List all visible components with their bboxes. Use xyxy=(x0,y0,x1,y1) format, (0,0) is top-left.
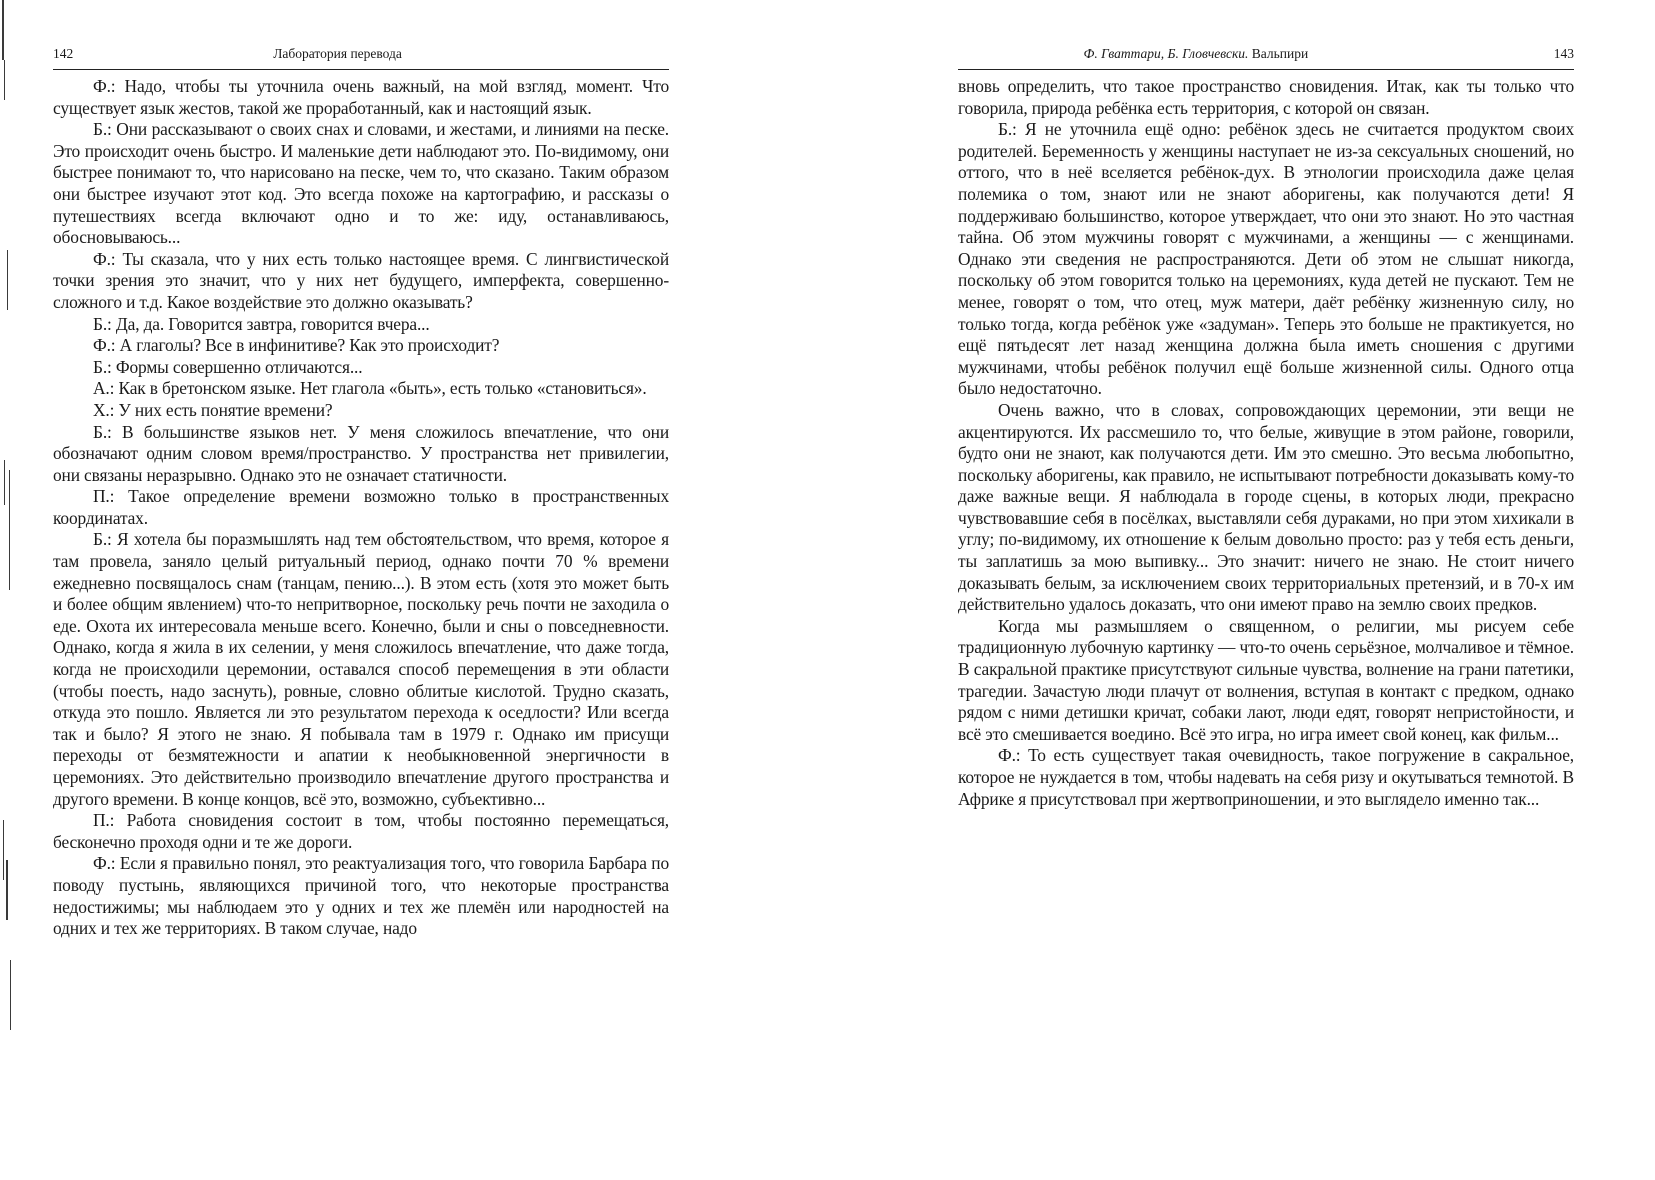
paragraph: Ф.: А глаголы? Все в инфинитиве? Как это происходит? xyxy=(93,335,500,356)
continued-paragraph: вновь определить, что такое пространство сновидения. Итак, как ты только что говорила, природа ребёнка есть территория, с которой он связан. xyxy=(958,76,1574,118)
paragraph: Б.: Формы совершенно отличаются... xyxy=(93,356,363,377)
page-body xyxy=(958,76,1574,810)
running-head xyxy=(958,46,1574,70)
running-head-title: Лаборатория перевода xyxy=(273,46,402,61)
paragraph: А.: Как в бретонском языке. Нет глагола «быть», есть только «становиться». xyxy=(93,378,647,399)
paragraph: П.: Такое определение времени возможно только в пространственных координатах. xyxy=(53,486,669,528)
left-page xyxy=(53,46,669,940)
paragraph: Ф.: Надо, чтобы ты уточнила очень важный, на мой взгляд, момент. Что существует язык жестов, такой же проработанный, как и настоящий язык. xyxy=(53,76,669,118)
running-head-article: Вальпири xyxy=(1251,46,1309,61)
page-number: 143 xyxy=(1553,46,1574,61)
paragraph: Б.: Они рассказывают о своих снах и словами, и жестами, и линиями на песке. Это происходит очень быстро. И маленькие дети наблюдают это. По-видимому, они быстрее понимают то, что нарисовано на песке, чем то, что сказано. Таким образом они быстрее изучают этот код. Это всегда похоже на картографию, и рассказы о путешествиях всегда включают одно и то же: иду, останавливаюсь, обосновываюсь... xyxy=(53,119,669,248)
right-page xyxy=(958,46,1574,810)
page-number: 142 xyxy=(53,46,74,61)
paragraph: Ф.: Ты сказала, что у них есть только настоящее время. С лингвистической точки зрения это значит, что у них нет будущего, имперфекта, совершенно-сложного и т.д. Какое воздействие это должно оказывать? xyxy=(53,248,669,312)
page-body xyxy=(53,76,669,940)
running-head xyxy=(53,46,669,70)
paragraph: Б.: Я хотела бы поразмышлять над тем обстоятельством, что время, которое я там провела, заняло целый ритуальный период, однако почти 70 % времени ежедневно посвящалось снам (танцам, пению...). В этом есть (хотя это может быть и более общим явлением) что-то непритворное, поскольку речь почти не заходила о еде. Охота их интересовала меньше всего. Конечно, были и сны о повседневности. Однако, когда я жила в их селении, у меня сложилось впечатление, что даже тогда, когда не происходили церемонии, оставался способ перемещения в эти области (чтобы поесть, надо заснуть), ровные, словно облитые кислотой. Трудно сказать, откуда это пошло. Является ли это результатом перехода к оседлости? Или всегда так и было? Я этого не знаю. Я побывала там в 1979 г. Однако им присущи переходы от безмятежности и апатии к необыкновенной энергичности в церемониях. Это действительно производило впечатление другого пространства и другого времени. В конце концов, всё это, возможно, субъективно... xyxy=(53,529,669,809)
paragraph: Х.: У них есть понятие времени? xyxy=(93,399,333,420)
paragraph: Б.: Да, да. Говорится завтра, говорится вчера... xyxy=(93,313,430,334)
paragraph: Ф.: Если я правильно понял, это реактуализация того, что говорила Барбара по поводу пустынь, являющихся причиной того, что некоторые пространства недостижимы; мы наблюдаем это у одних и тех же племён или народностей на одних и тех же территориях. В таком случае, надо xyxy=(53,853,669,939)
paragraph: П.: Работа сновидения состоит в том, чтобы постоянно перемещаться, бесконечно проходя одни и те же дороги. xyxy=(53,810,669,852)
paragraph: Очень важно, что в словах, сопровождающих церемонии, эти вещи не акцентируются. Их рассмешило то, что белые, живущие в этом районе, говорили, будто они не знают, как получаются дети. Им это смешно. Это весьма любопытно, поскольку аборигены, как правило, не испытывают потребности доказывать кому-то даже важные вещи. Я наблюдала в городе сцены, в которых люди, прекрасно чувствовавшие себя в посёлках, выставляли себя дураками, но при этом хихикали в углу; по-видимому, их отношение к белым довольно просто: раз у тебя есть деньги, ты заплатишь за мою выпивку... Это значит: ничего не знаю. Не стоит ничего доказывать белым, за исключением своих территориальных претензий, и в 70-х им действительно удалось доказать, что они имеют право на землю своих предков. xyxy=(958,399,1574,615)
paragraph: Когда мы размышляем о священном, о религии, мы рисуем себе традиционную лубочную картинку — что-то очень серьёзное, молчаливое и тёмное. В сакральной практике присутствуют сильные чувства, волнение на грани патетики, трагедии. Зачастую люди плачут от волнения, вступая в контакт с предком, однако рядом с ними детишки кричат, собаки лают, люди едят, говорят непристойности, и всё это смешивается воедино. Всё это игра, но игра имеет свой конец, как фильм... xyxy=(958,615,1574,744)
paragraph: Ф.: То есть существует такая очевидность, такое погружение в сакральное, которое не нуждается в том, чтобы надевать на себя ризу и окутываться темнотой. В Африке я присутствовал при жертвоприношении, и это выглядело именно так... xyxy=(958,745,1574,809)
paragraph: Б.: Я не уточнила ещё одно: ребёнок здесь не считается продуктом своих родителей. Беременность у женщины наступает не из-за сексуальных сношений, но оттого, что в неё вселяется ребёнок-дух. В этнологии происходила даже целая полемика о том, знают или не знают аборигены, как получаются дети! Я поддерживаю большинство, которое утверждает, что они это знают. Но это частная тайна. Об этом мужчины говорят с мужчинами, а женщины — с женщинами. Однако эти сведения не распространяются. Дети об этом не слышат никогда, поскольку об этом говорится только на церемониях, куда детей не пускают. Тем не менее, говорят о том, что отец, муж матери, даёт ребёнку жизненную силу, но только тогда, когда ребёнок уже «задуман». Теперь это больше не практикуется, но ещё пятьдесят лет назад женщина должна была иметь сношения с другими мужчинами, чтобы ребёнок получил ещё больше жизненной силы. Одного отца было недостаточно. xyxy=(958,119,1574,399)
scan-edge-marks xyxy=(0,0,16,1180)
running-head-title xyxy=(958,46,1554,62)
running-head-authors: Ф. Гваттари, Б. Гловчевски. xyxy=(1083,46,1249,61)
paragraph: Б.: В большинстве языков нет. У меня сложилось впечатление, что они обозначают одним словом время/пространство. У пространства нет привилегии, они связаны неразрывно. Однако это не означает статичности. xyxy=(53,421,669,485)
